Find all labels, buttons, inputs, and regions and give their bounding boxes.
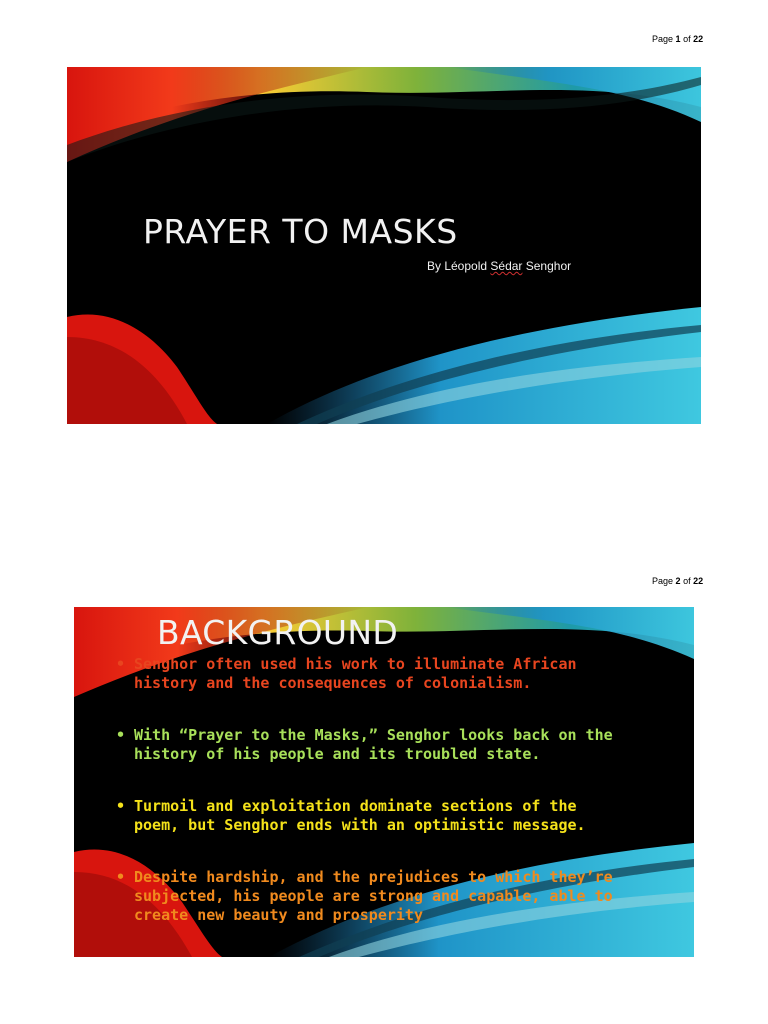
- slide-title: BACKGROUND: [157, 613, 399, 652]
- background-slide: [74, 607, 694, 957]
- bullet-item: • Senghor often used his work to illuminate African history and the consequences of colonialism.: [116, 655, 577, 692]
- page-2-number: Page 2 of 22: [652, 576, 704, 586]
- bullet-item: • Turmoil and exploitation dominate sections of the poem, but Senghor ends with an optimistic message.: [116, 797, 586, 834]
- bullet-dot: •: [116, 726, 126, 744]
- bullet-item: • With “Prayer to the Masks,” Senghor looks back on the history of his people and its troubled state.: [116, 726, 613, 763]
- page-1-number: Page 1 of 22: [652, 34, 704, 44]
- slide-title: PRAYER TO MASKS: [143, 212, 458, 251]
- bullet-item: • Despite hardship, and the prejudices to which they’re subjected, his people are strong and capable, able to create new beauty and prosperity: [116, 868, 613, 924]
- bullet-dot: •: [116, 797, 126, 815]
- bullet-dot: •: [116, 868, 126, 886]
- bullet-dot: •: [116, 655, 126, 673]
- slide-subtitle: By Léopold Sédar Senghor: [427, 259, 572, 273]
- bullet-list: [114, 655, 614, 925]
- title-slide: [67, 67, 701, 424]
